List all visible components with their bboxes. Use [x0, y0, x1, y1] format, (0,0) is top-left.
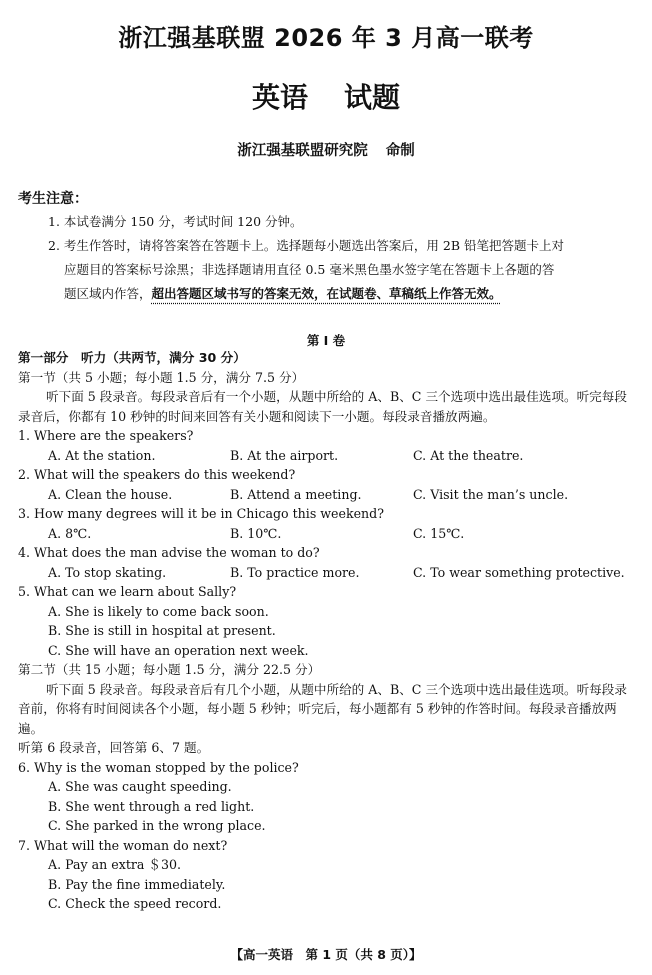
option-b: B. She went through a red light.	[48, 798, 255, 814]
option-b: B. 10℃.	[230, 525, 282, 541]
page-footer: 【高一英语 第 1 页（共 8 页）】	[230, 947, 422, 962]
option-a: A. Clean the house.	[48, 486, 173, 502]
question-3-stem: 3. How many degrees will it be in Chicago this weekend?	[18, 506, 384, 521]
question-5-stem: 5. What can we learn about Sally?	[18, 584, 237, 599]
option-a: A. Pay an extra ＄30.	[48, 857, 182, 872]
question-3-options	[18, 524, 636, 544]
section1-heading: 第一节（共 5 小题；每小题 1.5 分，满分 7.5 分）	[18, 369, 305, 385]
publisher-line	[0, 139, 652, 160]
option-a: A. To stop skating.	[48, 564, 167, 580]
question-2-options	[18, 485, 636, 505]
notice-block	[18, 210, 636, 306]
option-c: C. She will have an operation next week.	[48, 642, 309, 658]
option-c: C. To wear something protective.	[413, 564, 625, 580]
section2-heading: 第二节（共 15 小题；每小题 1.5 分，满分 22.5 分）	[18, 662, 321, 677]
notice-item-2-text: 题区域内作答，	[64, 286, 152, 301]
publisher-name: 浙江强基联盟研究院	[237, 143, 368, 159]
notice-emphasis: 超出答题区域书写的答案无效，在试题卷、草稿纸上作答无效。	[151, 286, 502, 301]
option-a: A. She was caught speeding.	[48, 779, 232, 794]
option-b: B. To practice more.	[230, 564, 360, 580]
question-4-stem: 4. What does the man advise the woman to do?	[18, 545, 320, 560]
notice-item-2-line-3	[18, 282, 636, 306]
option-c: C. 15℃.	[413, 525, 465, 541]
section2-instructions: 听下面 5 段录音。每段录音后有几个小题，从题中所给的 A、B、C 三个选项中选出最佳选项。听每段录音前，你将有时间阅读各个小题，每小题 5 秒钟；听完后，每小题都有 5 秒钟的作答时间。每段录音播放两遍。	[18, 681, 627, 736]
option-a: A. She is likely to come back soon.	[48, 603, 269, 619]
question-7-stem: 7. What will the woman do next?	[18, 837, 228, 853]
option-b: B. Attend a meeting.	[230, 486, 362, 502]
option-b: B. She is still in hospital at present.	[48, 623, 276, 638]
notice-item-1: 1. 本试卷满分 150 分，考试时间 120 分钟。	[48, 214, 303, 229]
question-1-stem: 1. Where are the speakers?	[18, 428, 194, 443]
part1-heading: 第一部分 听力（共两节，满分 30 分）	[18, 350, 246, 365]
exam-title: 浙江强基联盟 2026 年 3 月高一联考	[118, 24, 534, 52]
subject-title-b: 试题	[344, 81, 401, 114]
option-a: A. At the station.	[48, 447, 156, 463]
question-4-options	[18, 563, 636, 583]
question-2-stem: 2. What will the speakers do this weekend?	[18, 467, 296, 482]
option-b: B. Pay the fine immediately.	[48, 876, 226, 892]
section1-instructions: 听下面 5 段录音。每段录音后有一个小题，从题中所给的 A、B、C 三个选项中选出最佳选项。听完每段录音后，你都有 10 秒钟的时间来回答有关小题和阅读下一小题。每段录音播放两遍。	[18, 389, 627, 424]
option-a: A. 8℃.	[48, 525, 92, 541]
option-c: C. At the theatre.	[413, 447, 524, 463]
question-6-stem: 6. Why is the woman stopped by the police?	[18, 759, 299, 775]
notice-item-2-line-2: 应题目的答案标号涂黑；非选择题请用直径 0.5 毫米黑色墨水签字笔在答题卡上各题的答	[64, 262, 555, 277]
passage-6-instruction: 听第 6 段录音，回答第 6、7 题。	[18, 740, 210, 755]
question-1-options	[18, 446, 636, 466]
notice-heading: 考生注意：	[18, 191, 88, 207]
option-c: C. Visit the man’s uncle.	[413, 486, 569, 502]
volume-heading: 第 Ⅰ 卷	[306, 333, 346, 348]
subject-title-a: 英语	[251, 81, 308, 114]
option-b: B. At the airport.	[230, 447, 339, 463]
option-c: C. Check the speed record.	[48, 896, 222, 911]
notice-item-2-line-1: 2. 考生作答时，请将答案答在答题卡上。选择题每小题选出答案后，用 2B 铅笔把答题卡上对	[48, 238, 564, 253]
exam-body	[18, 348, 636, 914]
option-c: C. She parked in the wrong place.	[48, 818, 266, 833]
subject-title	[0, 76, 652, 116]
publisher-role: 命制	[385, 143, 415, 159]
